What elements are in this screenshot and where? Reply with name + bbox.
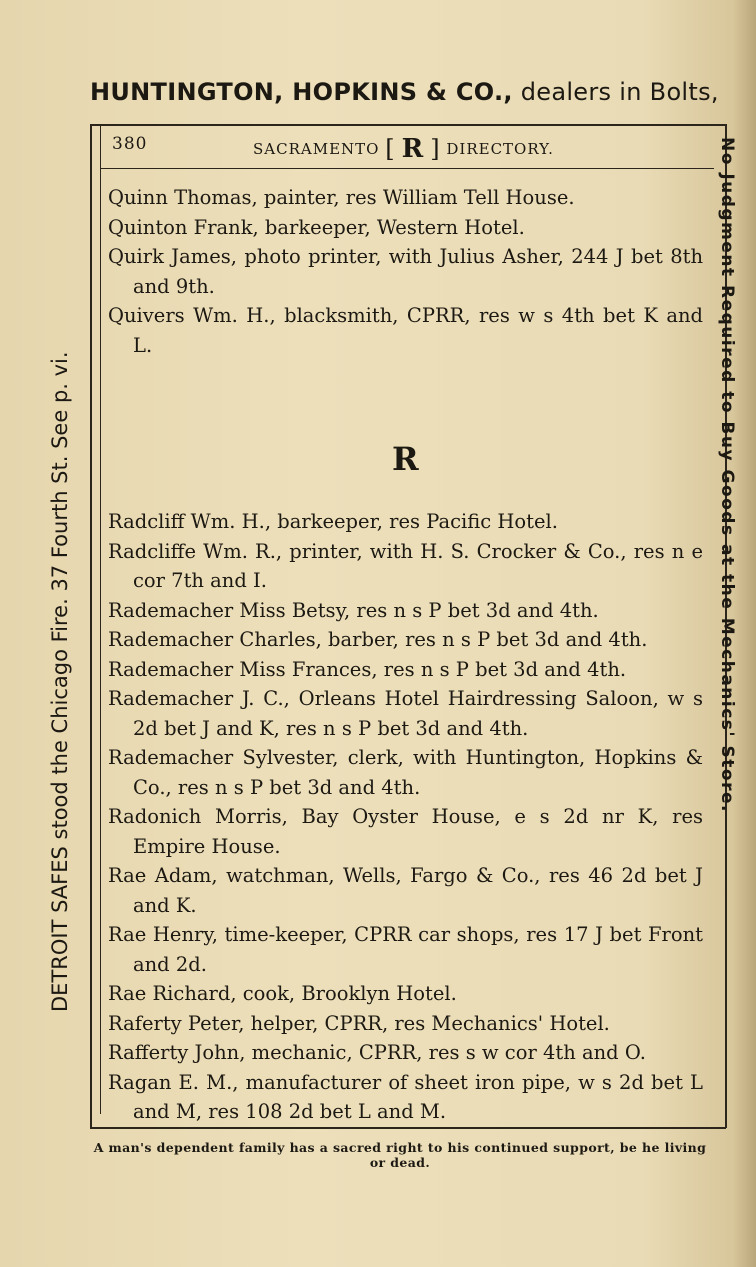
directory-entry: Rademacher Miss Frances, res n s P bet 3d and 4th.: [108, 657, 627, 681]
firm-trade: dealers in Bolts,: [512, 78, 719, 106]
directory-entry: Quinn Thomas, painter, res William Tell House.: [108, 186, 575, 209]
directory-entry: Rademacher Sylvester, clerk, with Huntington, Hopkins & Co., res n s P bet 3d and 4th.: [108, 746, 703, 799]
directory-entry: Radcliffe Wm. R., printer, with H. S. Crocker & Co., res n e cor 7th and I.: [108, 539, 703, 592]
directory-entry: Ragan E. M., manufacturer of sheet iron pipe, w s 2d bet L and M, res 108 2d bet L and M.: [108, 1070, 703, 1123]
directory-entry: Rae Adam, watchman, Wells, Fargo & Co., res 46 2d bet J and K.: [108, 864, 703, 917]
bracket-open: [: [385, 135, 396, 163]
footer-advertisement: A man's dependent family has a sacred right to his continued support, be he living or dead.: [93, 1140, 707, 1170]
header-divider: [100, 168, 714, 169]
left-margin-advertisement: DETROIT SAFES stood the Chicago Fire. 37 Fourth St. See p. vi.: [48, 351, 72, 1012]
frame-left-rule: [90, 124, 92, 1128]
top-advertisement-banner: [90, 78, 730, 106]
firm-name: HUNTINGTON, HOPKINS & CO.,: [90, 78, 513, 106]
title-right-word: DIRECTORY.: [446, 140, 554, 158]
section-letter: R: [392, 440, 419, 478]
directory-entry: Rae Henry, time-keeper, CPRR car shops, res 17 J bet Front and 2d.: [108, 923, 703, 976]
directory-entry: Raferty Peter, helper, CPRR, res Mechanics' Hotel.: [108, 1011, 610, 1035]
inner-left-rule: [100, 124, 101, 1114]
directory-entry: Rademacher Miss Betsy, res n s P bet 3d and 4th.: [108, 598, 599, 622]
directory-entry: Quirk James, photo printer, with Julius Asher, 244 J bet 8th and 9th.: [108, 245, 703, 298]
directory-entry: Quinton Frank, barkeeper, Western Hotel.: [108, 215, 525, 239]
directory-entry: Rademacher J. C., Orleans Hotel Hairdressing Saloon, w s 2d bet J and K, res n s P bet 3d and 4th.: [108, 687, 703, 740]
directory-entry: Rafferty John, mechanic, CPRR, res s w cor 4th and O.: [108, 1041, 646, 1064]
directory-entry: Radcliff Wm. H., barkeeper, res Pacific Hotel.: [108, 510, 558, 533]
title-letter: R: [401, 134, 425, 164]
q-entries: [108, 183, 703, 360]
title-left-word: SACRAMENTO: [253, 140, 380, 158]
running-head: [108, 134, 718, 164]
directory-title: [253, 134, 554, 164]
frame-top-rule: [90, 124, 726, 126]
directory-entry: Rae Richard, cook, Brooklyn Hotel.: [108, 982, 457, 1005]
directory-entry: Quivers Wm. H., blacksmith, CPRR, res w s 4th bet K and L.: [108, 304, 703, 357]
r-entries: [108, 507, 703, 1127]
directory-entry: Radonich Morris, Bay Oyster House, e s 2d nr K, res Empire House.: [108, 805, 703, 858]
right-margin-advertisement: No Judgment Required to Buy Goods at the Mechanics' Store.: [717, 137, 737, 813]
bracket-close: ]: [430, 135, 441, 163]
directory-entry: Rademacher Charles, barber, res n s P bet 3d and 4th.: [108, 628, 648, 651]
page-number: 380: [112, 134, 148, 154]
frame-bottom-rule: [90, 1127, 726, 1129]
